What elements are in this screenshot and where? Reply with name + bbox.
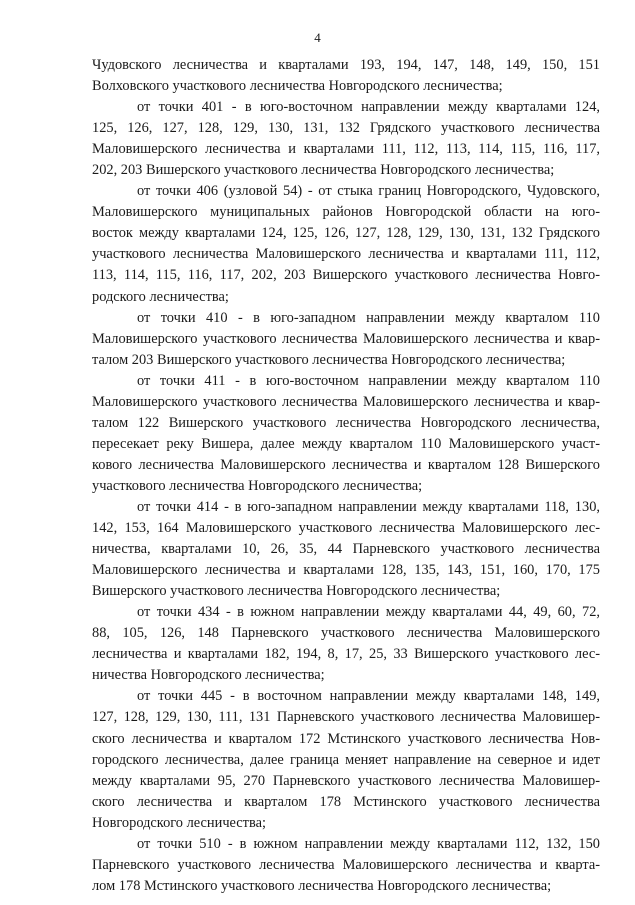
text-line: 142, 153, 164 Маловишерского участкового лесничества Маловишерского лес-	[92, 520, 600, 537]
text-line: талом 122 Вишерского участкового лесничества Новгородского лесничества,	[92, 414, 600, 431]
text-line: Чудовского лесничества и кварталами 193, 194, 147, 148, 149, 150, 151	[92, 57, 600, 73]
text-line: 113, 114, 115, 116, 117, 202, 203 Вишерского участкового лесничества Новго-	[92, 267, 600, 284]
text-line: талом 203 Вишерского участкового лесничества Новгородского лесничества;	[92, 351, 566, 368]
text-line: 127, 128, 129, 130, 111, 131 Парневского участкового лесничества Маловишер-	[92, 709, 600, 726]
text-line: от точки 510 - в южном направлении между кварталами 112, 132, 150	[137, 835, 600, 852]
text-line: городского лесничества, далее граница меняет направление на северное и идет	[92, 751, 600, 768]
text-line: Маловишерского участкового лесничества Маловишерского лесничества и квар-	[92, 330, 600, 347]
text-line: от точки 411 - в юго-восточном направлении между кварталом 110	[137, 372, 600, 389]
document-body	[92, 55, 600, 897]
text-line: ского лесничества и кварталом 178 Мстинского участкового лесничества	[92, 793, 600, 810]
text-line: лом 178 Мстинского участкового лесничества Новгородского лесничества;	[92, 877, 552, 894]
text-line: восток между кварталами 124, 125, 126, 127, 128, 129, 130, 131, 132 Грядского	[92, 225, 600, 242]
text-line: Маловишерского участкового лесничества Маловишерского лесничества и квар-	[92, 393, 600, 410]
text-line: пересекает реку Вишера, далее между кварталом 110 Маловишерского участ-	[92, 435, 600, 452]
text-line: от точки 406 (узловой 54) - от стыка границ Новгородского, Чудовского,	[137, 183, 600, 200]
text-line: ничества Новгородского лесничества;	[92, 667, 325, 684]
text-line: ничества, кварталами 10, 26, 35, 44 Парневского участкового лесничества	[92, 541, 600, 558]
text-line: между кварталами 95, 270 Парневского участкового лесничества Маловишер-	[92, 772, 600, 789]
text-line: Новгородского лесничества;	[92, 814, 266, 831]
text-line: от точки 434 - в южном направлении между кварталами 44, 49, 60, 72,	[137, 604, 600, 621]
text-line: Парневского участкового лесничества Маловишерского лесничества и кварта-	[92, 856, 600, 873]
text-line: Вишерского участкового лесничества Новгородского лесничества;	[92, 583, 501, 600]
text-line: кового лесничества Маловишерского лесничества и кварталом 128 Вишерского	[92, 456, 600, 473]
text-line: от точки 445 - в восточном направлении между кварталами 148, 149,	[137, 688, 600, 705]
text-line: 125, 126, 127, 128, 129, 130, 131, 132 Грядского участкового лесничества	[92, 120, 600, 137]
text-line: лесничества и кварталами 182, 194, 8, 17, 25, 33 Вишерского участкового лес-	[92, 646, 600, 663]
page-number: 4	[314, 30, 321, 45]
text-line: Волховского участкового лесничества Новгородского лесничества;	[92, 78, 503, 95]
text-line: 88, 105, 126, 148 Парневского участкового лесничества Маловишерского	[92, 625, 600, 642]
text-line: Маловишерского муниципальных районов Новгородской области на юго-	[92, 204, 600, 221]
text-line: родского лесничества;	[92, 288, 229, 305]
text-line: участкового лесничества Маловишерского лесничества и кварталами 111, 112,	[92, 246, 600, 263]
text-line: Маловишерского лесничества и кварталами 128, 135, 143, 151, 160, 170, 175	[92, 562, 600, 579]
text-line: участкового лесничества Новгородского лесничества;	[92, 477, 423, 494]
text-line: от точки 414 - в юго-западном направлении между кварталами 118, 130,	[137, 498, 600, 515]
text-line: Маловишерского лесничества и кварталами 111, 112, 113, 114, 115, 116, 117,	[92, 141, 600, 158]
text-line: 202, 203 Вишерского участкового лесничества Новгородского лесничества;	[92, 162, 555, 179]
text-line: от точки 410 - в юго-западном направлении между кварталом 110	[137, 309, 600, 326]
text-line: от точки 401 - в юго-восточном направлении между кварталами 124,	[137, 99, 600, 116]
text-line: ского лесничества и кварталом 172 Мстинского участкового лесничества Нов-	[92, 730, 600, 747]
